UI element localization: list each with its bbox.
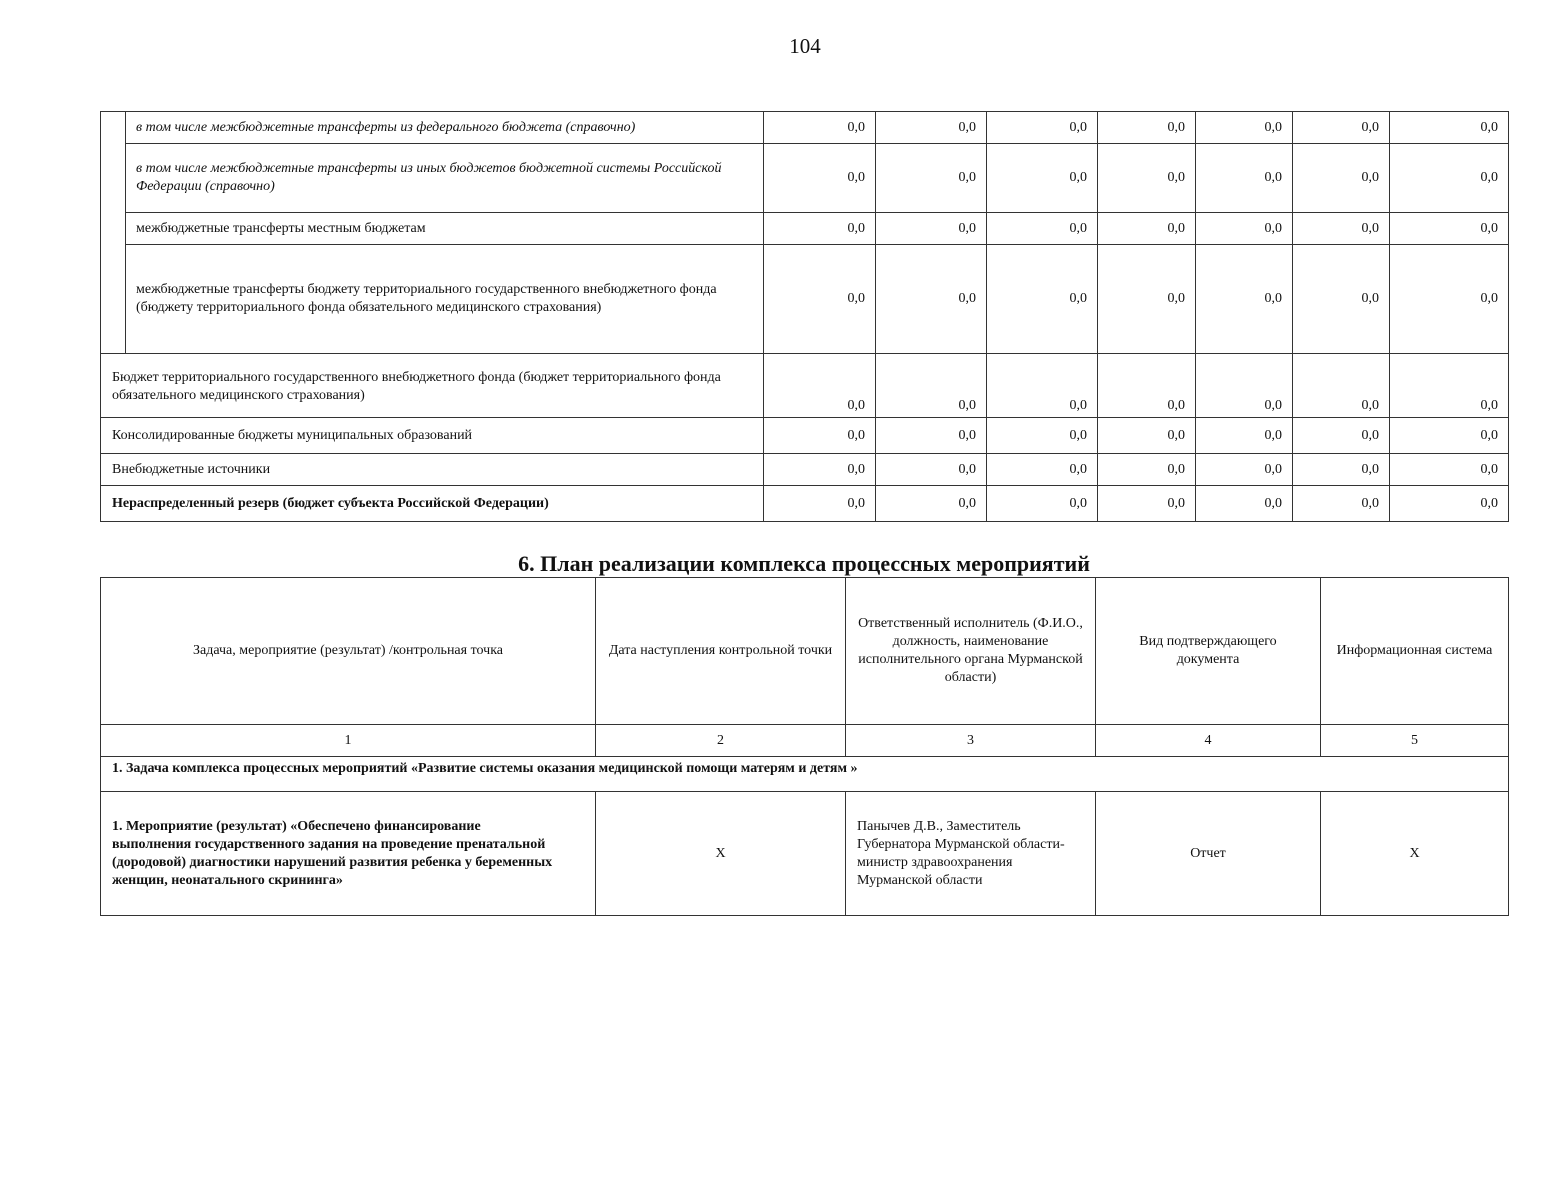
funding-value: 0,0 (876, 418, 987, 454)
plan-table (100, 577, 1509, 916)
column-number: 1 (101, 725, 596, 757)
funding-value: 0,0 (876, 213, 987, 245)
funding-value: 0,0 (987, 245, 1098, 354)
plan-header-system: Информационная система (1321, 578, 1509, 725)
funding-value: 0,0 (987, 454, 1098, 486)
funding-value: 0,0 (876, 245, 987, 354)
funding-value: 0,0 (1390, 486, 1509, 522)
funding-value: 0,0 (764, 245, 876, 354)
funding-row-label: Внебюджетные источники (101, 454, 764, 486)
indent-cell (101, 112, 126, 144)
funding-value: 0,0 (876, 354, 987, 418)
funding-value: 0,0 (1196, 486, 1293, 522)
funding-value: 0,0 (987, 213, 1098, 245)
funding-value: 0,0 (1098, 144, 1196, 213)
funding-value: 0,0 (1293, 486, 1390, 522)
funding-value: 0,0 (1196, 245, 1293, 354)
funding-row (101, 454, 1509, 486)
funding-value: 0,0 (1390, 245, 1509, 354)
section-heading: 6. План реализации комплекса процессных мероприятий (518, 551, 1090, 576)
funding-value: 0,0 (1098, 112, 1196, 144)
funding-value: 0,0 (1098, 245, 1196, 354)
funding-value: 0,0 (1196, 418, 1293, 454)
column-number: 4 (1096, 725, 1321, 757)
funding-value: 0,0 (1098, 454, 1196, 486)
funding-row (101, 245, 1509, 354)
plan-header-row (101, 578, 1509, 725)
funding-value: 0,0 (1293, 245, 1390, 354)
plan-header-document: Вид подтверждающего документа (1096, 578, 1321, 725)
indent-cell (101, 213, 126, 245)
funding-row-label: в том числе межбюджетные трансферты из иных бюджетов бюджетной системы Российской Федерации (справочно) (126, 144, 764, 213)
funding-value: 0,0 (764, 418, 876, 454)
funding-value: 0,0 (1390, 144, 1509, 213)
funding-table (100, 111, 1509, 522)
funding-row-label: Бюджет территориального государственного внебюджетного фонда (бюджет территориального фонда обязательного медицинского страхования) (101, 354, 764, 418)
funding-value: 0,0 (1390, 454, 1509, 486)
funding-value: 0,0 (1098, 354, 1196, 418)
funding-value: 0,0 (1196, 454, 1293, 486)
funding-value: 0,0 (1293, 454, 1390, 486)
funding-row (101, 486, 1509, 522)
funding-value: 0,0 (1293, 144, 1390, 213)
page-number: 104 (789, 34, 821, 58)
funding-value: 0,0 (876, 486, 987, 522)
funding-value: 0,0 (764, 213, 876, 245)
activity-name: 1. Мероприятие (результат) «Обеспечено финансирование выполнения государственного задания на проведение пренатальной (дородовой) диагностики нарушений развития ребенка у беременных женщин, неонатального скрининга» (101, 792, 596, 916)
funding-value: 0,0 (987, 112, 1098, 144)
funding-value: 0,0 (1098, 486, 1196, 522)
plan-column-numbers-row (101, 725, 1509, 757)
funding-value: 0,0 (1098, 213, 1196, 245)
funding-row-label: Консолидированные бюджеты муниципальных образований (101, 418, 764, 454)
funding-value: 0,0 (1196, 144, 1293, 213)
funding-value: 0,0 (1390, 354, 1509, 418)
funding-value: 0,0 (764, 112, 876, 144)
funding-value: 0,0 (764, 486, 876, 522)
indent-cell (101, 245, 126, 354)
funding-value: 0,0 (876, 454, 987, 486)
activity-date: X (596, 792, 846, 916)
activity-document: Отчет (1096, 792, 1321, 916)
activity-responsible: Панычев Д.В., Заместитель Губернатора Мурманской области-министр здравоохранения Мурманской области (846, 792, 1096, 916)
funding-value: 0,0 (1293, 213, 1390, 245)
funding-row (101, 418, 1509, 454)
funding-row (101, 112, 1509, 144)
funding-row (101, 144, 1509, 213)
funding-value: 0,0 (1390, 112, 1509, 144)
funding-value: 0,0 (987, 354, 1098, 418)
funding-value: 0,0 (1390, 418, 1509, 454)
funding-value: 0,0 (764, 454, 876, 486)
plan-header-task: Задача, мероприятие (результат) /контрольная точка (101, 578, 596, 725)
funding-value: 0,0 (1098, 418, 1196, 454)
column-number: 3 (846, 725, 1096, 757)
activity-system: X (1321, 792, 1509, 916)
funding-value: 0,0 (1390, 213, 1509, 245)
funding-value: 0,0 (987, 418, 1098, 454)
column-number: 5 (1321, 725, 1509, 757)
funding-row-label: Нераспределенный резерв (бюджет субъекта Российской Федерации) (101, 486, 764, 522)
plan-activity-row (101, 792, 1509, 916)
funding-value: 0,0 (876, 112, 987, 144)
funding-value: 0,0 (1196, 354, 1293, 418)
funding-row-label: межбюджетные трансферты местным бюджетам (126, 213, 764, 245)
task-title: 1. Задача комплекса процессных мероприятий «Развитие системы оказания медицинской помощи матерям и детям » (101, 757, 1509, 792)
funding-row (101, 354, 1509, 418)
funding-value: 0,0 (1196, 112, 1293, 144)
funding-value: 0,0 (987, 144, 1098, 213)
plan-task-row (101, 757, 1509, 792)
funding-value: 0,0 (876, 144, 987, 213)
column-number: 2 (596, 725, 846, 757)
funding-value: 0,0 (764, 354, 876, 418)
funding-value: 0,0 (1293, 354, 1390, 418)
funding-value: 0,0 (764, 144, 876, 213)
funding-row-label: в том числе межбюджетные трансферты из федерального бюджета (справочно) (126, 112, 764, 144)
indent-cell (101, 144, 126, 213)
plan-header-responsible: Ответственный исполнитель (Ф.И.О., должность, наименование исполнительного органа Мурманской области) (846, 578, 1096, 725)
funding-value: 0,0 (1293, 418, 1390, 454)
funding-row-label: межбюджетные трансферты бюджету территориального государственного внебюджетного фонда (бюджету территориального фонда обязательного медицинского страхования) (126, 245, 764, 354)
funding-value: 0,0 (1196, 213, 1293, 245)
funding-row (101, 213, 1509, 245)
funding-value: 0,0 (987, 486, 1098, 522)
funding-value: 0,0 (1293, 112, 1390, 144)
plan-header-date: Дата наступления контрольной точки (596, 578, 846, 725)
